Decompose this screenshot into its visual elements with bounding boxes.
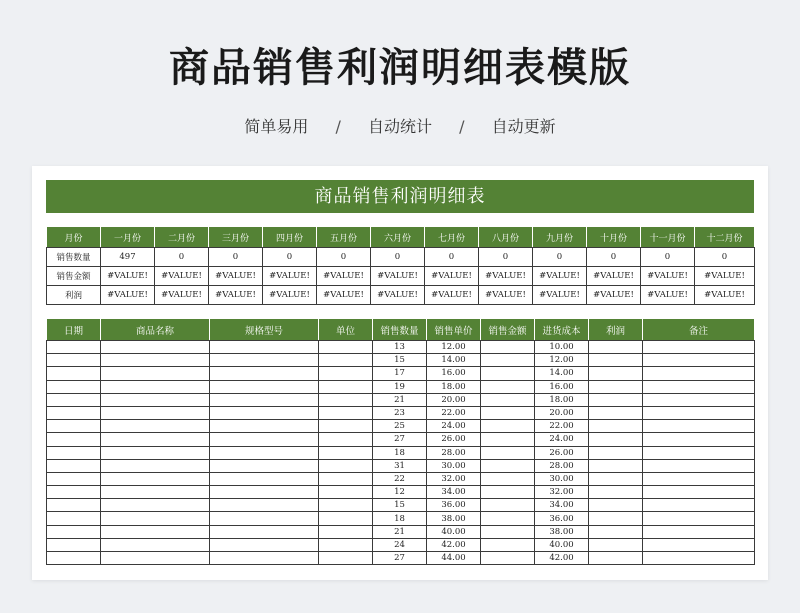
table-cell[interactable]: 18.00 bbox=[427, 380, 481, 393]
table-cell[interactable] bbox=[210, 433, 319, 446]
table-cell[interactable]: 27 bbox=[373, 433, 427, 446]
table-cell[interactable]: 20.00 bbox=[535, 406, 589, 419]
table-cell[interactable] bbox=[589, 525, 643, 538]
detail-header-cell: 商品名称 bbox=[101, 319, 210, 341]
table-cell[interactable] bbox=[47, 341, 101, 354]
table-cell[interactable] bbox=[101, 459, 210, 472]
detail-row bbox=[47, 380, 755, 393]
table-cell[interactable]: 0 bbox=[533, 248, 587, 267]
detail-row bbox=[47, 393, 755, 406]
table-cell[interactable] bbox=[101, 393, 210, 406]
tag-separator: / bbox=[335, 117, 341, 136]
table-cell[interactable]: 21 bbox=[373, 525, 427, 538]
table-cell[interactable] bbox=[319, 341, 373, 354]
summary-header-cell: 三月份 bbox=[209, 227, 263, 248]
table-cell[interactable] bbox=[643, 538, 755, 551]
table-cell[interactable] bbox=[319, 406, 373, 419]
table-cell[interactable] bbox=[481, 552, 535, 565]
table-cell[interactable]: 27 bbox=[373, 552, 427, 565]
summary-row bbox=[47, 267, 755, 286]
table-cell[interactable] bbox=[319, 499, 373, 512]
table-cell[interactable]: 32.00 bbox=[427, 472, 481, 485]
table-cell[interactable] bbox=[210, 472, 319, 485]
table-cell[interactable] bbox=[101, 486, 210, 499]
summary-row bbox=[47, 286, 755, 305]
table-cell[interactable] bbox=[481, 354, 535, 367]
table-cell[interactable] bbox=[101, 433, 210, 446]
table-cell[interactable] bbox=[589, 406, 643, 419]
table-cell[interactable] bbox=[481, 472, 535, 485]
table-cell[interactable]: #VALUE! bbox=[587, 286, 641, 305]
table-cell[interactable] bbox=[319, 380, 373, 393]
table-cell[interactable]: #VALUE! bbox=[641, 286, 695, 305]
detail-header-cell: 利润 bbox=[589, 319, 643, 341]
table-cell[interactable] bbox=[319, 552, 373, 565]
table-cell[interactable] bbox=[643, 393, 755, 406]
table-cell[interactable]: 19 bbox=[373, 380, 427, 393]
detail-row bbox=[47, 406, 755, 419]
detail-row bbox=[47, 459, 755, 472]
table-cell[interactable]: 0 bbox=[371, 248, 425, 267]
table-cell[interactable] bbox=[481, 393, 535, 406]
detail-row bbox=[47, 354, 755, 367]
table-cell[interactable]: #VALUE! bbox=[479, 286, 533, 305]
table-cell[interactable]: 42.00 bbox=[535, 552, 589, 565]
summary-header-cell: 九月份 bbox=[533, 227, 587, 248]
table-cell[interactable]: #VALUE! bbox=[425, 267, 479, 286]
table-cell[interactable]: #VALUE! bbox=[425, 286, 479, 305]
table-cell[interactable] bbox=[481, 512, 535, 525]
table-cell[interactable]: 23 bbox=[373, 406, 427, 419]
detail-row bbox=[47, 499, 755, 512]
detail-header-cell: 规格型号 bbox=[210, 319, 319, 341]
table-cell[interactable] bbox=[210, 538, 319, 551]
detail-header-cell: 销售数量 bbox=[373, 319, 427, 341]
table-cell[interactable] bbox=[643, 525, 755, 538]
table-cell[interactable]: 18 bbox=[373, 512, 427, 525]
table-cell[interactable] bbox=[101, 341, 210, 354]
tag-easy: 简单易用 bbox=[244, 117, 309, 136]
table-cell[interactable]: 16.00 bbox=[427, 367, 481, 380]
summary-header-cell: 十月份 bbox=[587, 227, 641, 248]
table-cell[interactable]: 25 bbox=[373, 420, 427, 433]
detail-row bbox=[47, 420, 755, 433]
detail-row bbox=[47, 433, 755, 446]
table-cell[interactable] bbox=[101, 538, 210, 551]
table-cell[interactable]: 销售数量 bbox=[47, 248, 101, 267]
table-cell[interactable] bbox=[481, 525, 535, 538]
table-cell[interactable] bbox=[210, 367, 319, 380]
table-cell[interactable] bbox=[101, 420, 210, 433]
table-cell[interactable]: #VALUE! bbox=[695, 286, 755, 305]
table-cell[interactable] bbox=[101, 406, 210, 419]
table-cell[interactable]: 14.00 bbox=[535, 367, 589, 380]
detail-header-cell: 日期 bbox=[47, 319, 101, 341]
table-cell[interactable]: 0 bbox=[317, 248, 371, 267]
table-cell[interactable] bbox=[589, 380, 643, 393]
table-cell[interactable]: 34.00 bbox=[535, 499, 589, 512]
table-cell[interactable] bbox=[101, 552, 210, 565]
table-cell[interactable] bbox=[643, 380, 755, 393]
table-cell[interactable] bbox=[589, 459, 643, 472]
table-cell[interactable] bbox=[589, 341, 643, 354]
table-cell[interactable]: #VALUE! bbox=[533, 286, 587, 305]
table-cell[interactable] bbox=[643, 472, 755, 485]
summary-row bbox=[47, 248, 755, 267]
table-cell[interactable] bbox=[589, 433, 643, 446]
table-cell[interactable] bbox=[589, 393, 643, 406]
table-cell[interactable]: 0 bbox=[155, 248, 209, 267]
table-cell[interactable]: #VALUE! bbox=[371, 267, 425, 286]
table-cell[interactable]: 38.00 bbox=[535, 525, 589, 538]
table-cell[interactable]: 34.00 bbox=[427, 486, 481, 499]
spreadsheet-preview bbox=[32, 166, 768, 580]
table-cell[interactable] bbox=[101, 446, 210, 459]
table-cell[interactable] bbox=[47, 459, 101, 472]
table-cell[interactable]: 12.00 bbox=[535, 354, 589, 367]
table-cell[interactable]: #VALUE! bbox=[101, 286, 155, 305]
table-cell[interactable] bbox=[643, 354, 755, 367]
table-cell[interactable]: 0 bbox=[695, 248, 755, 267]
table-cell[interactable]: 30.00 bbox=[535, 472, 589, 485]
page-title: 商品销售利润明细表模版 bbox=[169, 45, 631, 91]
table-cell[interactable] bbox=[589, 420, 643, 433]
table-cell[interactable]: #VALUE! bbox=[587, 267, 641, 286]
table-cell[interactable] bbox=[47, 393, 101, 406]
table-cell[interactable] bbox=[319, 446, 373, 459]
summary-header-cell: 二月份 bbox=[155, 227, 209, 248]
table-cell[interactable] bbox=[589, 367, 643, 380]
table-cell[interactable] bbox=[101, 380, 210, 393]
table-cell[interactable] bbox=[319, 393, 373, 406]
table-cell[interactable] bbox=[643, 486, 755, 499]
table-cell[interactable] bbox=[210, 552, 319, 565]
detail-header-cell: 销售单价 bbox=[427, 319, 481, 341]
table-cell[interactable] bbox=[101, 512, 210, 525]
tag-auto-stats: 自动统计 bbox=[367, 117, 432, 136]
table-cell[interactable]: 12.00 bbox=[427, 341, 481, 354]
table-cell[interactable]: 36.00 bbox=[535, 512, 589, 525]
summary-header-cell: 四月份 bbox=[263, 227, 317, 248]
detail-row bbox=[47, 552, 755, 565]
table-cell[interactable]: 497 bbox=[101, 248, 155, 267]
table-cell[interactable] bbox=[101, 525, 210, 538]
table-cell[interactable]: 利润 bbox=[47, 286, 101, 305]
table-cell[interactable]: #VALUE! bbox=[371, 286, 425, 305]
table-cell[interactable]: #VALUE! bbox=[641, 267, 695, 286]
table-cell[interactable] bbox=[210, 393, 319, 406]
table-cell[interactable]: #VALUE! bbox=[155, 286, 209, 305]
detail-row bbox=[47, 525, 755, 538]
summary-header-cell: 六月份 bbox=[371, 227, 425, 248]
table-cell[interactable] bbox=[643, 459, 755, 472]
table-cell[interactable] bbox=[210, 406, 319, 419]
table-cell[interactable]: 0 bbox=[479, 248, 533, 267]
detail-row bbox=[47, 472, 755, 485]
table-cell[interactable]: #VALUE! bbox=[209, 286, 263, 305]
table-cell[interactable]: 10.00 bbox=[535, 341, 589, 354]
table-cell[interactable] bbox=[589, 512, 643, 525]
table-cell[interactable]: #VALUE! bbox=[533, 267, 587, 286]
table-cell[interactable]: 40.00 bbox=[427, 525, 481, 538]
table-cell[interactable] bbox=[319, 538, 373, 551]
table-cell[interactable] bbox=[589, 552, 643, 565]
table-cell[interactable] bbox=[643, 420, 755, 433]
table-cell[interactable] bbox=[319, 512, 373, 525]
table-cell[interactable] bbox=[589, 538, 643, 551]
summary-header-cell: 五月份 bbox=[317, 227, 371, 248]
detail-header-cell: 销售金额 bbox=[481, 319, 535, 341]
table-cell[interactable] bbox=[210, 486, 319, 499]
detail-header-cell: 进货成本 bbox=[535, 319, 589, 341]
summary-header-cell: 七月份 bbox=[425, 227, 479, 248]
table-cell[interactable] bbox=[210, 446, 319, 459]
table-cell[interactable] bbox=[319, 367, 373, 380]
table-cell[interactable]: 42.00 bbox=[427, 538, 481, 551]
table-cell[interactable]: 32.00 bbox=[535, 486, 589, 499]
summary-header-cell: 一月份 bbox=[101, 227, 155, 248]
table-cell[interactable]: #VALUE! bbox=[209, 267, 263, 286]
table-cell[interactable]: #VALUE! bbox=[479, 267, 533, 286]
table-cell[interactable] bbox=[481, 341, 535, 354]
detail-row bbox=[47, 486, 755, 499]
tag-auto-update: 自动更新 bbox=[491, 117, 556, 136]
table-cell[interactable] bbox=[47, 486, 101, 499]
table-cell[interactable]: 24.00 bbox=[427, 420, 481, 433]
table-cell[interactable] bbox=[47, 354, 101, 367]
table-cell[interactable]: 28.00 bbox=[427, 446, 481, 459]
table-cell[interactable] bbox=[47, 552, 101, 565]
detail-row bbox=[47, 512, 755, 525]
detail-row bbox=[47, 341, 755, 354]
table-cell[interactable]: 15 bbox=[373, 499, 427, 512]
summary-header-cell: 八月份 bbox=[479, 227, 533, 248]
table-cell[interactable] bbox=[319, 525, 373, 538]
table-cell[interactable]: 24.00 bbox=[535, 433, 589, 446]
sheet-banner-title: 商品销售利润明细表 bbox=[46, 180, 754, 213]
table-cell[interactable]: 18 bbox=[373, 446, 427, 459]
sales-detail-table bbox=[46, 318, 755, 565]
tag-separator: / bbox=[459, 117, 465, 136]
table-cell[interactable]: 28.00 bbox=[535, 459, 589, 472]
table-cell[interactable] bbox=[319, 420, 373, 433]
detail-row bbox=[47, 367, 755, 380]
table-cell[interactable]: #VALUE! bbox=[263, 286, 317, 305]
table-cell[interactable] bbox=[101, 472, 210, 485]
table-cell[interactable] bbox=[47, 380, 101, 393]
table-cell[interactable] bbox=[47, 512, 101, 525]
table-cell[interactable] bbox=[210, 354, 319, 367]
table-cell[interactable]: 0 bbox=[587, 248, 641, 267]
table-cell[interactable] bbox=[589, 446, 643, 459]
table-cell[interactable]: 0 bbox=[263, 248, 317, 267]
table-cell[interactable] bbox=[589, 354, 643, 367]
table-cell[interactable] bbox=[47, 472, 101, 485]
table-cell[interactable] bbox=[210, 341, 319, 354]
table-cell[interactable] bbox=[643, 406, 755, 419]
detail-header-row bbox=[47, 319, 755, 341]
table-cell[interactable]: 17 bbox=[373, 367, 427, 380]
table-cell[interactable] bbox=[319, 354, 373, 367]
table-cell[interactable] bbox=[481, 446, 535, 459]
table-cell[interactable] bbox=[210, 459, 319, 472]
table-cell[interactable]: 38.00 bbox=[427, 512, 481, 525]
summary-header-cell: 十一月份 bbox=[641, 227, 695, 248]
table-cell[interactable] bbox=[643, 446, 755, 459]
table-cell[interactable] bbox=[319, 459, 373, 472]
feature-tags bbox=[0, 114, 800, 137]
table-cell[interactable] bbox=[47, 367, 101, 380]
table-cell[interactable]: 24 bbox=[373, 538, 427, 551]
table-cell[interactable] bbox=[481, 406, 535, 419]
table-cell[interactable]: 14.00 bbox=[427, 354, 481, 367]
table-cell[interactable] bbox=[643, 433, 755, 446]
table-cell[interactable]: #VALUE! bbox=[317, 267, 371, 286]
table-cell[interactable] bbox=[47, 406, 101, 419]
table-cell[interactable] bbox=[101, 499, 210, 512]
table-cell[interactable]: 36.00 bbox=[427, 499, 481, 512]
table-cell[interactable]: 26.00 bbox=[427, 433, 481, 446]
table-cell[interactable] bbox=[319, 472, 373, 485]
table-cell[interactable] bbox=[47, 525, 101, 538]
table-cell[interactable] bbox=[210, 380, 319, 393]
table-cell[interactable] bbox=[47, 499, 101, 512]
table-cell[interactable] bbox=[319, 433, 373, 446]
table-cell[interactable]: 0 bbox=[425, 248, 479, 267]
table-cell[interactable] bbox=[319, 486, 373, 499]
table-cell[interactable]: 20.00 bbox=[427, 393, 481, 406]
table-cell[interactable] bbox=[643, 499, 755, 512]
table-cell[interactable] bbox=[481, 486, 535, 499]
table-cell[interactable]: 12 bbox=[373, 486, 427, 499]
table-cell[interactable] bbox=[101, 354, 210, 367]
table-cell[interactable] bbox=[589, 499, 643, 512]
detail-header-cell: 单位 bbox=[319, 319, 373, 341]
table-cell[interactable] bbox=[589, 486, 643, 499]
table-cell[interactable]: 0 bbox=[641, 248, 695, 267]
table-cell[interactable] bbox=[481, 459, 535, 472]
table-cell[interactable]: #VALUE! bbox=[101, 267, 155, 286]
table-cell[interactable]: #VALUE! bbox=[317, 286, 371, 305]
detail-row bbox=[47, 538, 755, 551]
table-cell[interactable] bbox=[643, 512, 755, 525]
table-cell[interactable] bbox=[481, 499, 535, 512]
table-cell[interactable]: 13 bbox=[373, 341, 427, 354]
table-cell[interactable]: 22 bbox=[373, 472, 427, 485]
table-cell[interactable]: 31 bbox=[373, 459, 427, 472]
table-cell[interactable] bbox=[643, 552, 755, 565]
table-cell[interactable] bbox=[47, 433, 101, 446]
table-cell[interactable]: 16.00 bbox=[535, 380, 589, 393]
table-cell[interactable]: 40.00 bbox=[535, 538, 589, 551]
table-cell[interactable] bbox=[589, 472, 643, 485]
table-cell[interactable]: 22.00 bbox=[427, 406, 481, 419]
table-cell[interactable] bbox=[643, 341, 755, 354]
summary-header-cell: 月份 bbox=[47, 227, 101, 248]
table-cell[interactable]: 销售金额 bbox=[47, 267, 101, 286]
table-cell[interactable] bbox=[210, 512, 319, 525]
table-cell[interactable]: 30.00 bbox=[427, 459, 481, 472]
table-cell[interactable]: 22.00 bbox=[535, 420, 589, 433]
table-cell[interactable] bbox=[210, 420, 319, 433]
table-cell[interactable] bbox=[47, 420, 101, 433]
table-cell[interactable] bbox=[481, 433, 535, 446]
table-cell[interactable]: 0 bbox=[209, 248, 263, 267]
table-cell[interactable]: 21 bbox=[373, 393, 427, 406]
table-cell[interactable]: 18.00 bbox=[535, 393, 589, 406]
monthly-summary-table bbox=[46, 226, 755, 305]
table-cell[interactable]: 15 bbox=[373, 354, 427, 367]
table-cell[interactable] bbox=[481, 420, 535, 433]
table-cell[interactable] bbox=[481, 367, 535, 380]
table-cell[interactable]: 44.00 bbox=[427, 552, 481, 565]
summary-header-row bbox=[47, 227, 755, 248]
table-cell[interactable] bbox=[643, 367, 755, 380]
table-cell[interactable] bbox=[47, 446, 101, 459]
table-cell[interactable] bbox=[210, 525, 319, 538]
table-cell[interactable]: 26.00 bbox=[535, 446, 589, 459]
table-cell[interactable] bbox=[101, 367, 210, 380]
table-cell[interactable]: #VALUE! bbox=[263, 267, 317, 286]
detail-header-cell: 备注 bbox=[643, 319, 755, 341]
table-cell[interactable] bbox=[481, 538, 535, 551]
table-cell[interactable] bbox=[481, 380, 535, 393]
table-cell[interactable] bbox=[210, 499, 319, 512]
table-cell[interactable] bbox=[47, 538, 101, 551]
table-cell[interactable]: #VALUE! bbox=[155, 267, 209, 286]
table-cell[interactable]: #VALUE! bbox=[695, 267, 755, 286]
detail-row bbox=[47, 446, 755, 459]
summary-header-cell: 十二月份 bbox=[695, 227, 755, 248]
